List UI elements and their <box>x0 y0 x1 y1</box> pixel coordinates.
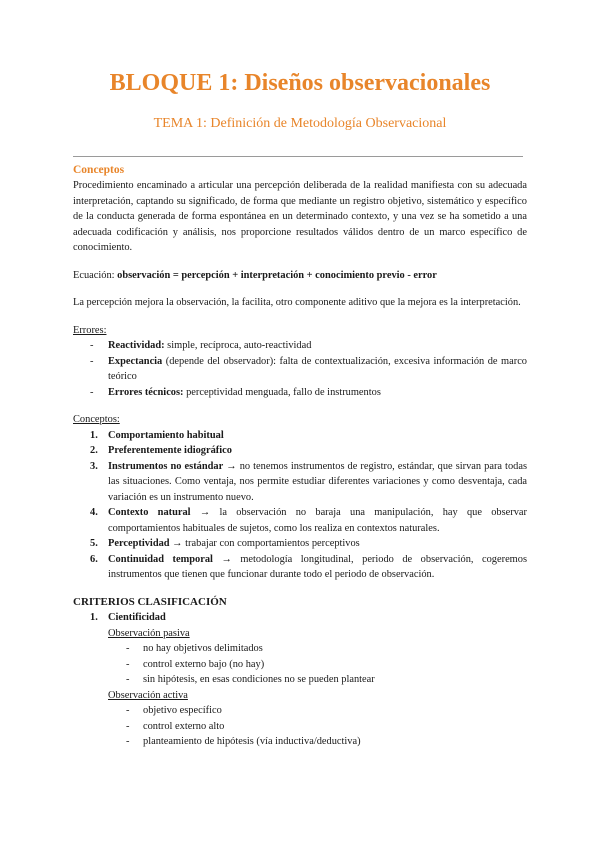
equation-line <box>73 268 527 284</box>
list-item <box>73 719 527 735</box>
item-text: no hay objetivos delimitados <box>143 643 263 654</box>
item-term: Contexto natural <box>108 507 191 518</box>
item-text: → metodología longitudinal, periodo de observación, cogeremos instrumentos que tienen que funcionar durante todo el periodo de observación. <box>108 553 527 580</box>
document-body <box>73 162 527 750</box>
list-item <box>73 657 527 673</box>
list-item <box>73 338 527 354</box>
list-marker: 1. <box>90 429 98 441</box>
item-term: Instrumentos no estándar <box>108 460 224 472</box>
document-subtitle: TEMA 1: Definición de Metodología Observacional <box>153 116 447 131</box>
list-item <box>73 354 527 385</box>
item-text: → no tenemos instrumentos de registro, estándar, que sirvan para todas las situaciones. Como ventaja, nos permite estudiar diferentes variaciones y como desventaja, cada variación es un instrumento nuevo. <box>108 460 527 503</box>
list-marker: - <box>90 386 94 398</box>
item-text: simple, recíproca, auto-reactividad <box>164 340 312 351</box>
list-item <box>73 734 527 750</box>
errores-list <box>73 338 527 400</box>
perception-note: La percepción mejora la observación, la facilita, otro componente aditivo que la mejora es la interpretación. <box>73 297 521 308</box>
item-term: Comportamiento habitual <box>108 429 224 441</box>
list-marker: 2. <box>90 445 98 456</box>
list-item <box>73 459 527 506</box>
item-text: (depende del observador): falta de contextualización, excesiva información de marco teórico <box>108 355 527 382</box>
item-text: perceptividad menguada, fallo de instrumentos <box>183 386 381 398</box>
equation-label: Ecuación: <box>73 269 118 281</box>
list-item <box>73 428 527 444</box>
list-marker: - <box>126 674 130 685</box>
list-marker: - <box>90 355 94 367</box>
item-term: Continuidad temporal <box>108 553 213 565</box>
list-item <box>73 672 527 688</box>
criterios-heading: CRITERIOS CLASIFICACIÓN <box>73 595 227 608</box>
item-text: control externo alto <box>143 720 225 732</box>
list-marker: - <box>126 705 130 716</box>
list-marker: 5. <box>90 538 98 549</box>
list-item <box>73 703 527 719</box>
definition-paragraph: Procedimiento encaminado a articular una percepción deliberada de la realidad manifiesta con su adecuada interpretación, captando su significado, de forma que mediante un registro objetivo, sistemático y específico de la conducta generada de forma espontánea en un determinado contexto, y una vez se ha sometido a una adecuada codificación y análisis, nos proporcione resultados válidos dentro de un marco específico de conocimiento. <box>73 180 527 253</box>
document-title: BLOQUE 1: Diseños observacionales <box>109 70 491 96</box>
item-text: planteamiento de hipótesis (vía inductiva/deductiva) <box>143 736 361 747</box>
list-marker: - <box>126 720 130 732</box>
item-term: Cientificidad <box>108 612 166 623</box>
item-term: Reactividad: <box>108 340 165 351</box>
list-marker: 1. <box>90 612 98 623</box>
conceptos-heading: Conceptos <box>73 164 125 176</box>
pasiva-label: Observación pasiva <box>108 627 190 639</box>
list-item <box>73 536 527 552</box>
equation-formula: observación = percepción + interpretación + conocimiento previo - error <box>117 269 437 281</box>
item-text: → trabajar con comportamientos perceptivos <box>169 538 360 549</box>
list-marker: - <box>126 736 130 747</box>
errores-heading: Errores: <box>73 324 107 336</box>
list-item <box>73 641 527 657</box>
item-text: sin hipótesis, en esas condiciones no se pueden plantear <box>143 674 375 685</box>
list-marker: - <box>90 340 94 351</box>
item-term: Preferentemente idiográfico <box>108 445 232 456</box>
item-text: → la observación no baraja una manipulación, hay que observar comportamientos habituales de sujetos, como los realiza en contextos naturales. <box>108 507 527 534</box>
list-item <box>73 552 527 583</box>
list-item <box>73 385 527 401</box>
list-marker: 4. <box>90 507 98 518</box>
list-marker: 6. <box>90 553 98 565</box>
item-term: Errores técnicos: <box>108 386 184 398</box>
horizontal-divider <box>73 156 523 157</box>
list-item <box>73 505 527 536</box>
list-marker: - <box>126 658 130 670</box>
list-marker: 3. <box>90 460 98 472</box>
list-marker: - <box>126 643 130 654</box>
item-text: objetivo específico <box>143 705 222 716</box>
list-item <box>73 443 527 459</box>
conceptos-list-heading: Conceptos: <box>73 414 120 425</box>
item-term: Expectancia <box>108 355 163 367</box>
item-term: Perceptividad <box>108 538 170 549</box>
conceptos-list <box>73 428 527 583</box>
item-text: control externo bajo (no hay) <box>143 658 265 670</box>
activa-label: Observación activa <box>108 689 188 701</box>
criterios-item <box>73 610 527 626</box>
